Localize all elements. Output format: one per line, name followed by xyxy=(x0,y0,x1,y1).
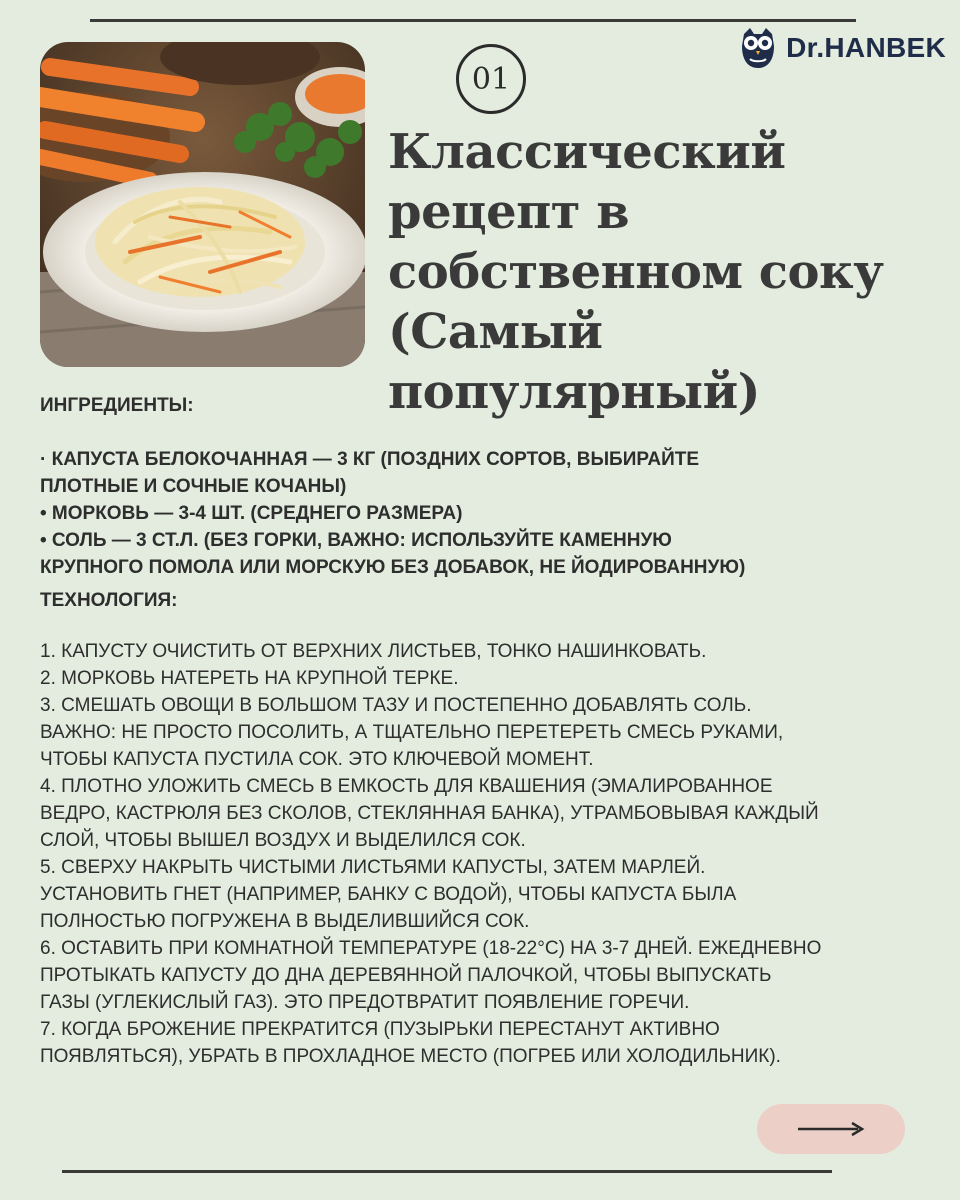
bottom-divider xyxy=(62,1170,832,1173)
ingredient-item: • МОРКОВЬ — 3-4 ШТ. (СРЕДНЕГО РАЗМЕРА) xyxy=(40,503,463,524)
step-line: ПРОТЫКАТЬ КАПУСТУ ДО ДНА ДЕРЕВЯННОЙ ПАЛОЧКОЙ, ЧТОБЫ ВЫПУСКАТЬ xyxy=(40,965,772,986)
title-line: рецепт в xyxy=(388,184,630,240)
ingredient-item: • СОЛЬ — 3 СТ.Л. (БЕЗ ГОРКИ, ВАЖНО: ИСПОЛЬЗУЙТЕ КАМЕННУЮ КРУПНОГО ПОМОЛА ИЛИ МОРСКУЮ БЕЗ ДОБАВОК, НЕ ЙОДИРОВАННУЮ) xyxy=(40,530,746,578)
top-divider xyxy=(90,19,856,22)
step-line: 4. ПЛОТНО УЛОЖИТЬ СМЕСЬ В ЕМКОСТЬ ДЛЯ КВАШЕНИЯ (ЭМАЛИРОВАННОЕ xyxy=(40,776,773,797)
brand-name: Dr.HANBEK xyxy=(786,32,946,63)
step-line: 7. КОГДА БРОЖЕНИЕ ПРЕКРАТИТСЯ (ПУЗЫРЬКИ ПЕРЕСТАНУТ АКТИВНО xyxy=(40,1019,720,1040)
ingredients-list xyxy=(40,446,940,581)
owl-icon xyxy=(738,26,778,70)
step-line: ВАЖНО: НЕ ПРОСТО ПОСОЛИТЬ, А ТЩАТЕЛЬНО ПЕРЕТЕРЕТЬ СМЕСЬ РУКАМИ, xyxy=(40,722,784,743)
title-line: (Самый популярный) xyxy=(388,304,760,420)
recipe-photo xyxy=(40,42,365,367)
ingredient-item: · КАПУСТА БЕЛОКОЧАННАЯ — 3 КГ (ПОЗДНИХ СОРТОВ, ВЫБИРАЙТЕ ПЛОТНЫЕ И СОЧНЫЕ КОЧАНЫ) xyxy=(40,449,700,497)
step-line: ЧТОБЫ КАПУСТА ПУСТИЛА СОК. ЭТО КЛЮЧЕВОЙ МОМЕНТ. xyxy=(40,749,594,770)
step-line: 2. МОРКОВЬ НАТЕРЕТЬ НА КРУПНОЙ ТЕРКЕ. xyxy=(40,668,459,689)
technology-heading: ТЕХНОЛОГИЯ: xyxy=(40,590,178,611)
arrow-right-icon xyxy=(796,1121,866,1137)
step-line: ПОЯВЛЯТЬСЯ), УБРАТЬ В ПРОХЛАДНОЕ МЕСТО (ПОГРЕБ ИЛИ ХОЛОДИЛЬНИК). xyxy=(40,1046,781,1067)
recipe-body xyxy=(40,392,940,1070)
recipe-number-badge: 01 xyxy=(456,44,526,114)
step-line: ВЕДРО, КАСТРЮЛЯ БЕЗ СКОЛОВ, СТЕКЛЯННАЯ БАНКА), УТРАМБОВЫВАЯ КАЖДЫЙ xyxy=(40,803,819,824)
next-page-button[interactable] xyxy=(757,1104,905,1154)
step-line: СЛОЙ, ЧТОБЫ ВЫШЕЛ ВОЗДУХ И ВЫДЕЛИЛСЯ СОК. xyxy=(40,830,526,851)
title-line: Классический xyxy=(388,124,786,180)
step-line: 5. СВЕРХУ НАКРЫТЬ ЧИСТЫМИ ЛИСТЬЯМИ КАПУСТЫ, ЗАТЕМ МАРЛЕЙ. xyxy=(40,857,706,878)
step-line: 6. ОСТАВИТЬ ПРИ КОМНАТНОЙ ТЕМПЕРАТУРЕ (18-22°С) НА 3-7 ДНЕЙ. ЕЖЕДНЕВНО xyxy=(40,938,822,959)
step-line: ГАЗЫ (УГЛЕКИСЛЫЙ ГАЗ). ЭТО ПРЕДОТВРАТИТ ПОЯВЛЕНИЕ ГОРЕЧИ. xyxy=(40,992,690,1013)
step-line: 1. КАПУСТУ ОЧИСТИТЬ ОТ ВЕРХНИХ ЛИСТЬЕВ, ТОНКО НАШИНКОВАТЬ. xyxy=(40,641,707,662)
brand-logo xyxy=(738,26,946,70)
ingredients-heading: ИНГРЕДИЕНТЫ: xyxy=(40,395,194,416)
step-line: 3. СМЕШАТЬ ОВОЩИ В БОЛЬШОМ ТАЗУ И ПОСТЕПЕННО ДОБАВЛЯТЬ СОЛЬ. xyxy=(40,695,752,716)
step-line: ПОЛНОСТЬЮ ПОГРУЖЕНА В ВЫДЕЛИВШИЙСЯ СОК. xyxy=(40,911,530,932)
technology-steps xyxy=(40,638,940,1070)
step-line: УСТАНОВИТЬ ГНЕТ (НАПРИМЕР, БАНКУ С ВОДОЙ), ЧТОБЫ КАПУСТА БЫЛА xyxy=(40,884,737,905)
recipe-title xyxy=(388,122,948,422)
title-line: собственном соку xyxy=(388,244,884,300)
